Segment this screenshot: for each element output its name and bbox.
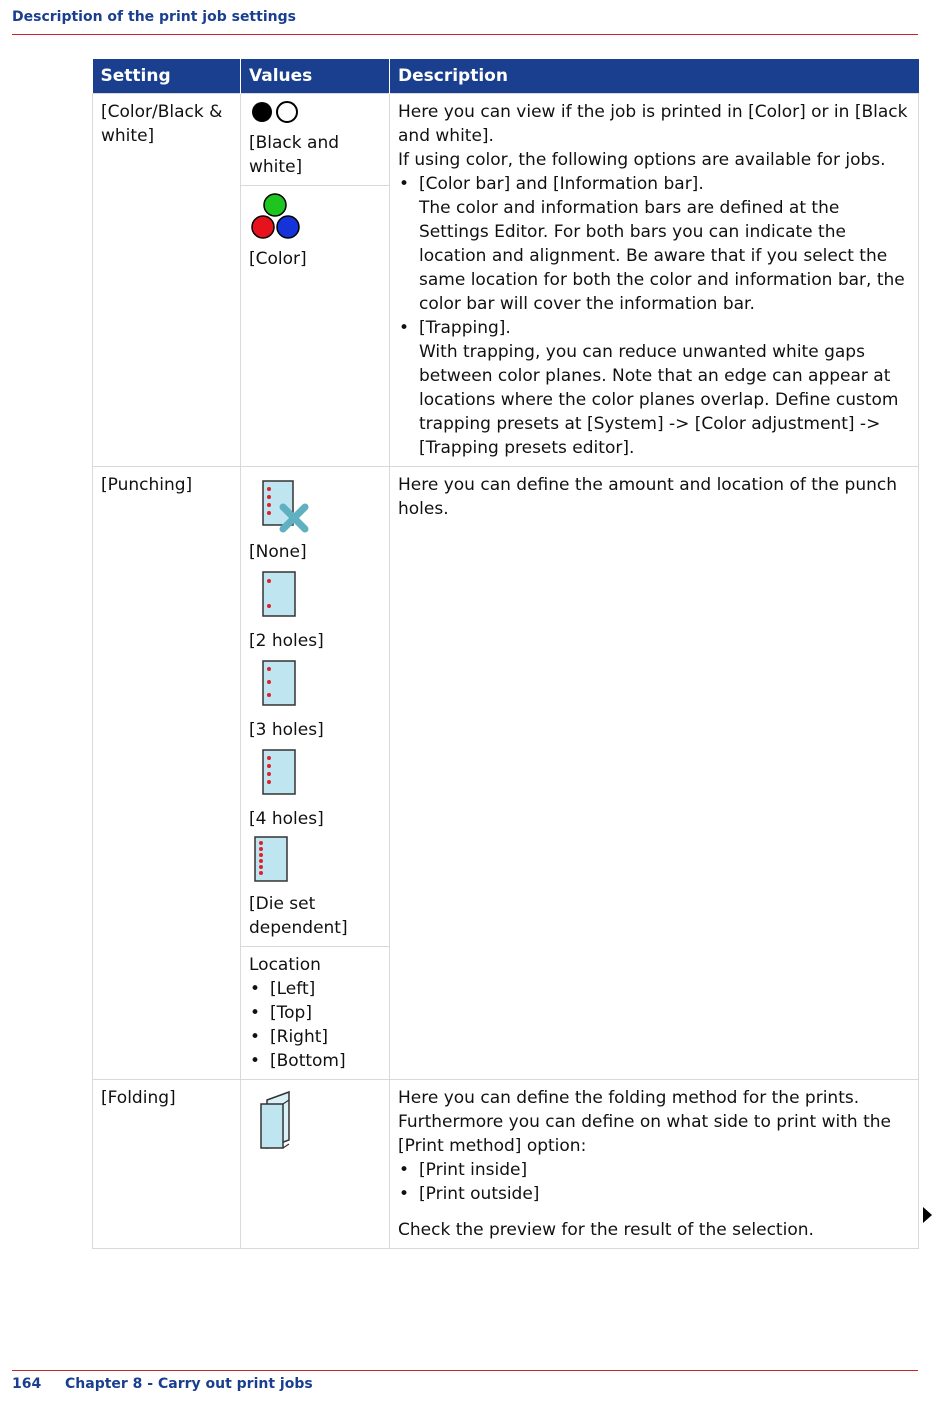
value-color: [Color] (249, 249, 307, 269)
values-color-bw (241, 94, 390, 467)
punch-none-icon (249, 473, 381, 540)
value-punch-die-set: [Die set dependent] (249, 894, 348, 938)
description-text: If using color, the following options are available for jobs. (398, 150, 886, 170)
options-list (398, 172, 910, 460)
values-folding (241, 1080, 390, 1249)
value-punch-none: [None] (249, 542, 307, 562)
header-divider (12, 34, 918, 35)
option-description: With trapping, you can reduce unwanted white gaps between color planes. Note that an edge can appear at locations where the color planes overlap. Define custom trapping presets at [System] -> [Color adjustment] -> [Trapping presets editor]. (419, 342, 899, 458)
list-item: • [Print outside] (398, 1182, 910, 1206)
description-folding (390, 1080, 919, 1249)
column-header-values: Values (241, 59, 390, 94)
values-punching (241, 467, 390, 1080)
page-header-title: Description of the print job settings (12, 9, 296, 25)
list-item: • [Print inside] (398, 1158, 910, 1182)
punch-3-holes-icon (249, 653, 381, 718)
punch-2-holes-icon (249, 564, 381, 629)
value-punch-2-holes: [2 holes] (249, 631, 324, 651)
description-text: Check the preview for the result of the selection. (398, 1220, 814, 1240)
description-text: Here you can define the folding method for the prints. Furthermore you can define on what side to print with the [Print method] option: (398, 1088, 891, 1156)
description-punching (390, 467, 919, 1080)
list-item (398, 316, 910, 460)
punch-4-holes-icon (249, 742, 381, 807)
option-trapping: • [Trapping]. (419, 318, 511, 338)
black-white-circles-icon (249, 100, 381, 131)
option-description: The color and information bars are defined at the Settings Editor. For both bars you can indicate the location and alignment. Be aware that if you select the same location for both the color and information bar, the color bar will cover the information bar. (419, 198, 905, 314)
table-row (93, 94, 919, 467)
punch-die-set-icon (249, 831, 381, 892)
value-punch-4-holes: [4 holes] (249, 809, 324, 829)
setting-label: [Folding] (101, 1088, 176, 1108)
list-item: • [Left] (249, 977, 381, 1001)
description-color-bw (390, 94, 919, 467)
setting-label: [Color/Black & white] (101, 102, 223, 146)
rgb-circles-icon (249, 192, 381, 247)
value-black-and-white: [Black and white] (249, 133, 340, 177)
option-color-information-bar: • [Color bar] and [Information bar]. (419, 174, 704, 194)
settings-table (92, 59, 919, 1249)
table-row (93, 467, 919, 1080)
setting-punching (93, 467, 241, 1080)
setting-label: [Punching] (101, 475, 193, 495)
description-text: Here you can define the amount and location of the punch holes. (398, 475, 897, 519)
value-punch-3-holes: [3 holes] (249, 720, 324, 740)
list-item: • [Bottom] (249, 1049, 381, 1073)
table-row (93, 1080, 919, 1249)
location-list (249, 977, 381, 1073)
print-method-list (398, 1158, 910, 1206)
folded-booklet-icon (249, 1086, 381, 1159)
list-item (398, 172, 910, 316)
list-item: • [Top] (249, 1001, 381, 1025)
chapter-title: Chapter 8 - Carry out print jobs (65, 1376, 313, 1392)
next-page-arrow-icon[interactable] (923, 1207, 932, 1223)
column-header-description: Description (390, 59, 919, 94)
setting-folding (93, 1080, 241, 1249)
page-number: 164 (12, 1376, 42, 1392)
description-text: Here you can view if the job is printed in [Color] or in [Black and white]. (398, 102, 908, 146)
footer-divider (12, 1370, 918, 1371)
setting-color-bw (93, 94, 241, 467)
table-header-row (93, 59, 919, 94)
column-header-setting: Setting (93, 59, 241, 94)
location-label: Location (249, 955, 321, 975)
list-item: • [Right] (249, 1025, 381, 1049)
